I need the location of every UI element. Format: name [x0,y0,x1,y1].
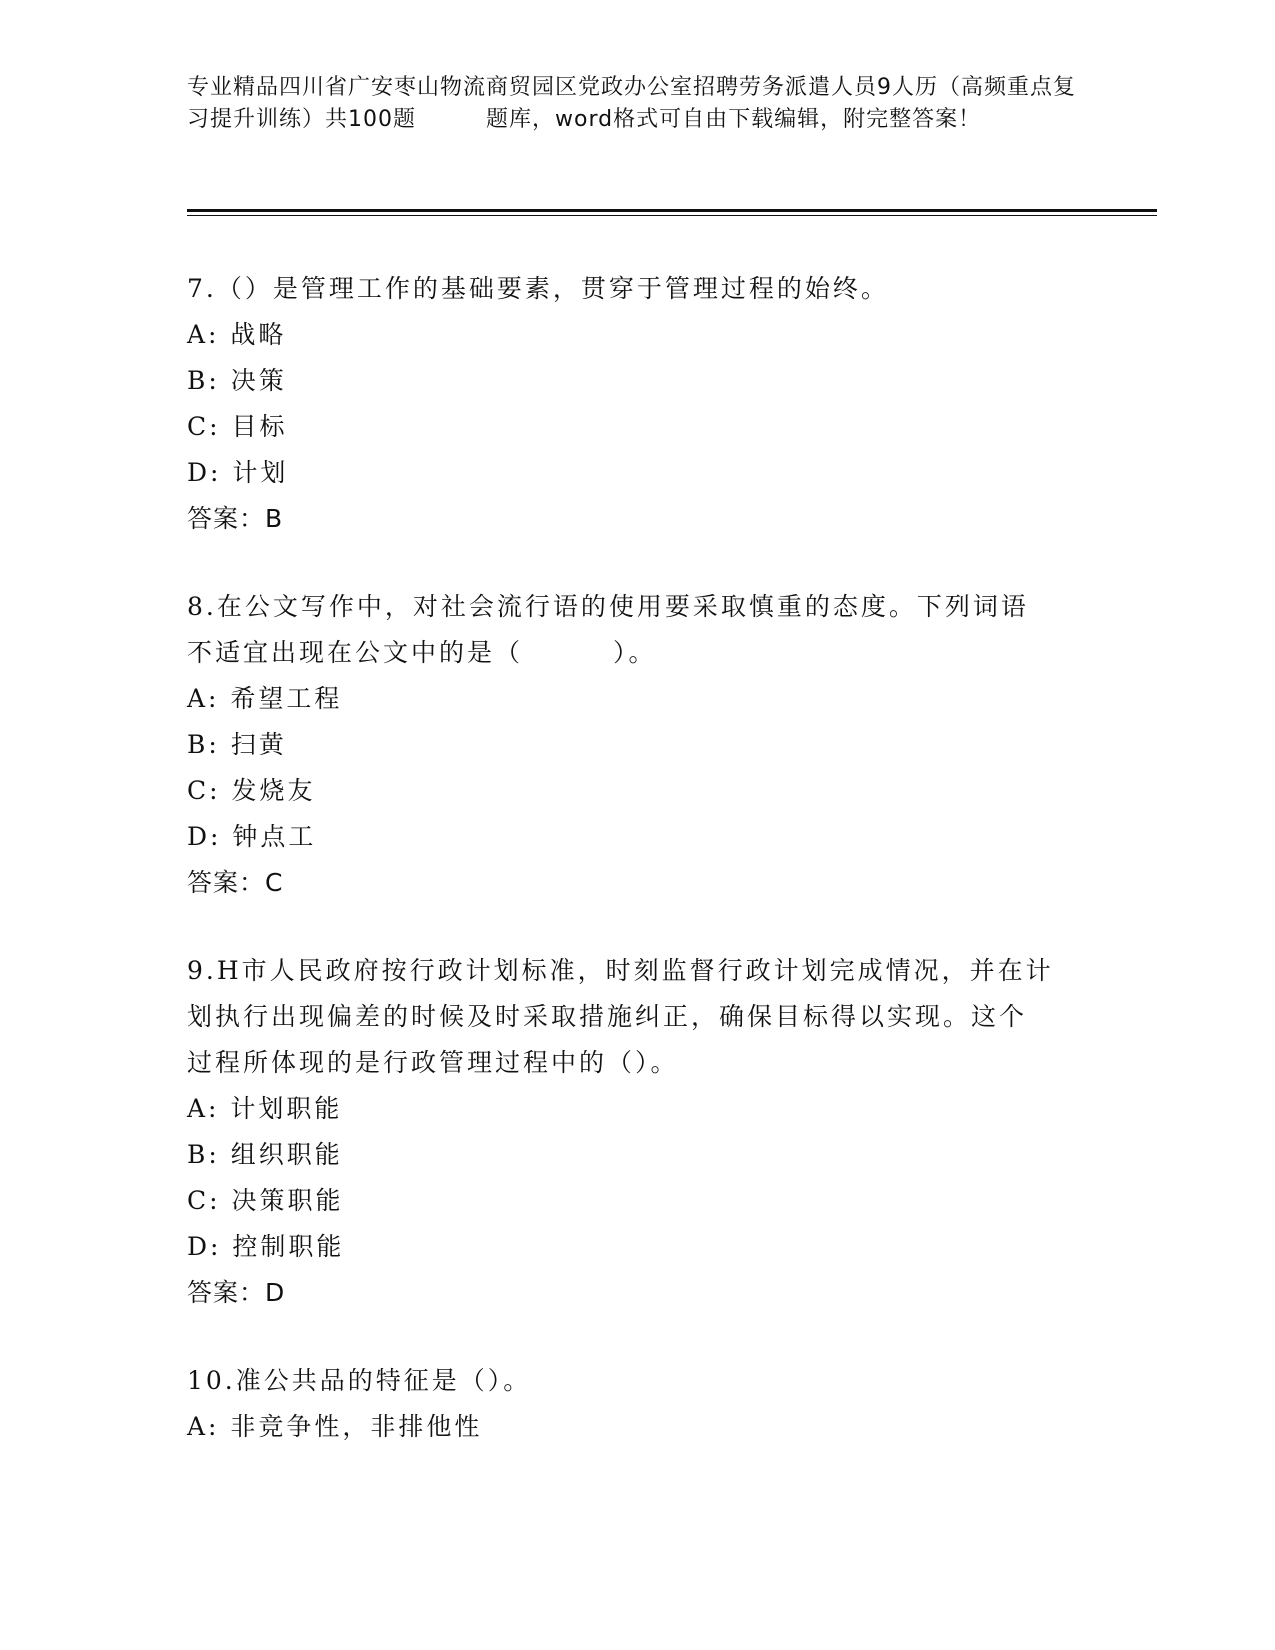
option-d: D: 钟点工 [187,822,317,851]
question-7 [187,266,1087,542]
question-stem-continued [187,630,1087,676]
option-b: B: 决策 [187,366,287,395]
header-rule-thin [187,215,1157,216]
stem-fragment: 不适宜出现在公文中的是（ [187,638,524,667]
answer: 答案：B [187,504,284,533]
question-8 [187,584,1087,906]
option-c: C: 目标 [187,412,288,441]
question-stem: 9.H市人民政府按行政计划标准，时刻监督行政计划完成情况，并在计 [187,956,1054,985]
document-header [187,72,1087,136]
option-d: D: 计划 [187,458,289,487]
option-b: B: 组织职能 [187,1140,343,1169]
option-a: A: 战略 [187,320,287,349]
option-a: A: 非竞争性，非排他性 [187,1412,483,1441]
option-c: C: 发烧友 [187,776,316,805]
header-title: 专业精品四川省广安枣山物流商贸园区党政办公室招聘劳务派遣人员9人历（高频重点复习提升训练）共100题 [187,75,1076,132]
question-stem: 7.（）是管理工作的基础要素，贯穿于管理过程的始终。 [187,274,889,303]
question-9 [187,948,1087,1316]
answer: 答案：D [187,1278,286,1307]
question-stem: 8.在公文写作中，对社会流行语的使用要采取慎重的态度。下列词语 [187,592,1029,621]
header-subtitle: 题库，word格式可自由下载编辑，附完整答案！ [486,107,982,132]
option-a: A: 计划职能 [187,1094,343,1123]
question-list [187,266,1087,1492]
stem-fragment-end: ）。 [613,638,657,667]
answer: 答案：C [187,868,284,897]
question-stem: 10.准公共品的特征是（）。 [187,1366,532,1395]
option-d: D: 控制职能 [187,1232,345,1261]
question-stem-continued: 过程所体现的是行政管理过程中的（）。 [187,1048,679,1077]
question-10 [187,1358,1087,1450]
option-c: C: 决策职能 [187,1186,344,1215]
option-b: B: 扫黄 [187,730,287,759]
question-stem-continued: 划执行出现偏差的时候及时采取措施纠正，确保目标得以实现。这个 [187,1002,1028,1031]
option-a: A: 希望工程 [187,684,343,713]
header-rule-thick [187,209,1157,212]
